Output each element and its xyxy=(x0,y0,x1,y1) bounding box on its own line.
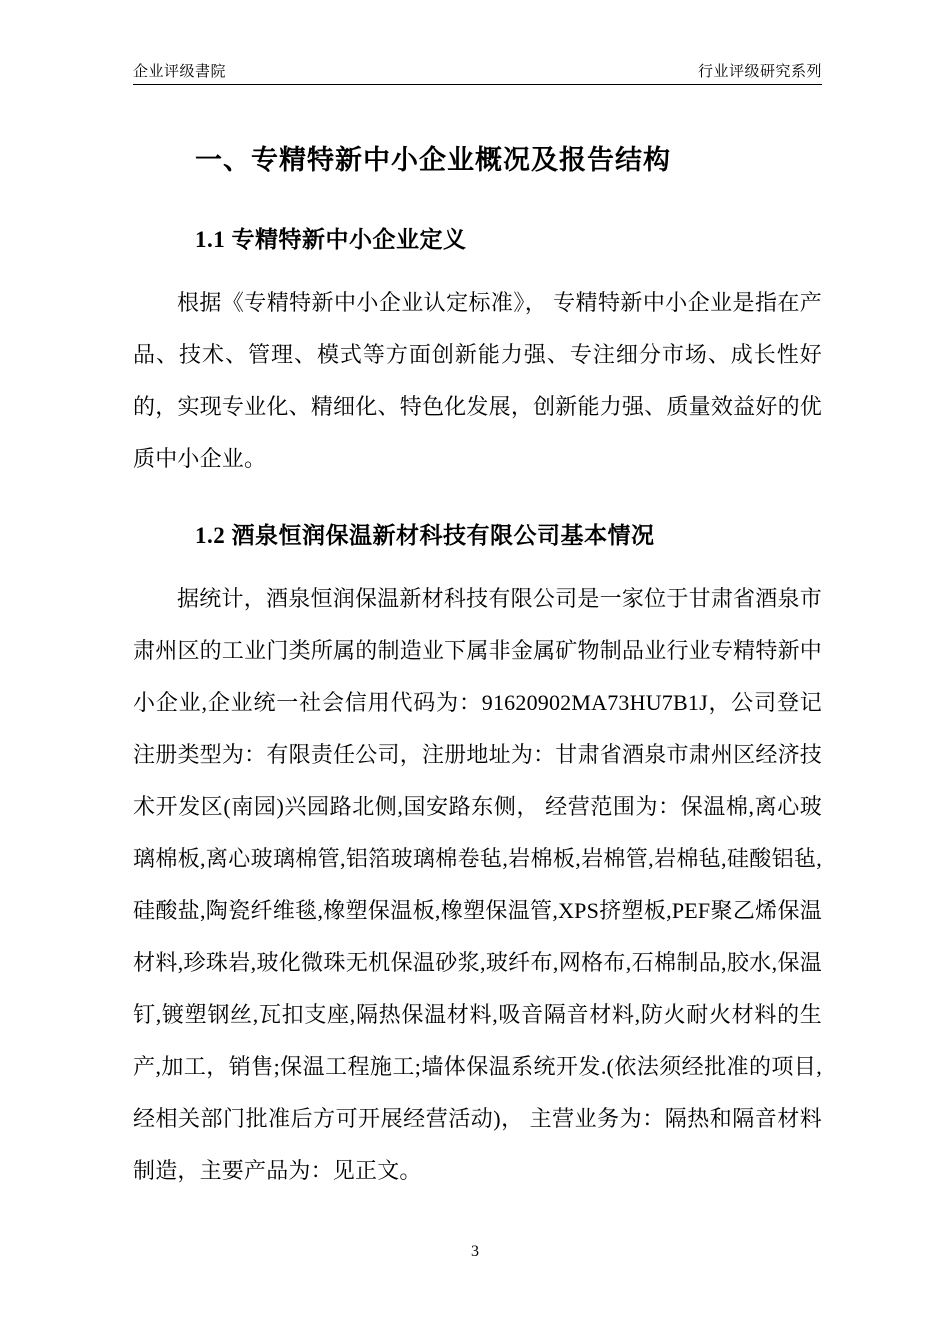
page-number: 3 xyxy=(471,1243,479,1260)
document-body xyxy=(133,120,822,1197)
header-left-title: 企业评级書院 xyxy=(133,64,227,80)
document-header xyxy=(133,60,822,81)
header-divider xyxy=(133,84,822,85)
page-footer xyxy=(0,1243,950,1261)
paragraph-definition: 根据《专精特新中小企业认定标准》， 专精特新中小企业是指在产品、技术、管理、模式等方面创新能力强、专注细分市场、成长性好的，实现专业化、精细化、特色化发展，创新能力强、质量效益好的优质中小企业。 xyxy=(133,290,822,471)
main-title: 一、专精特新中小企业概况及报告结构 xyxy=(195,145,671,175)
section-heading-1-2: 1.2 酒泉恒润保温新材科技有限公司基本情况 xyxy=(195,523,655,548)
section-heading-1-1: 1.1 专精特新中小企业定义 xyxy=(195,227,467,252)
paragraph-company-info: 据统计，酒泉恒润保温新材科技有限公司是一家位于甘肃省酒泉市肃州区的工业门类所属的制造业下属非金属矿物制品业行业专精特新中小企业,企业统一社会信用代码为：91620902MA73HU7B1J，公司登记注册类型为：有限责任公司，注册地址为：甘肃省酒泉市肃州区经济技术开发区(南园)兴园路北侧,国安路东侧， 经营范围为：保温棉,离心玻璃棉板,离心玻璃棉管,铝箔玻璃棉卷毡,岩棉板,岩棉管,岩棉毡,硅酸铝毡,硅酸盐,陶瓷纤维毯,橡塑保温板,橡塑保温管,XPS挤塑板,PEF聚乙烯保温材料,珍珠岩,玻化微珠无机保温砂浆,玻纤布,网格布,石棉制品,胶水,保温钉,镀塑钢丝,瓦扣支座,隔热保温材料,吸音隔音材料,防火耐火材料的生产,加工，销售;保温工程施工;墙体保温系统开发.(依法须经批准的项目,经相关部门批准后方可开展经营活动)， 主营业务为：隔热和隔音材料制造，主要产品为：见正文。 xyxy=(133,586,822,1183)
header-right-title: 行业评级研究系列 xyxy=(697,64,822,80)
